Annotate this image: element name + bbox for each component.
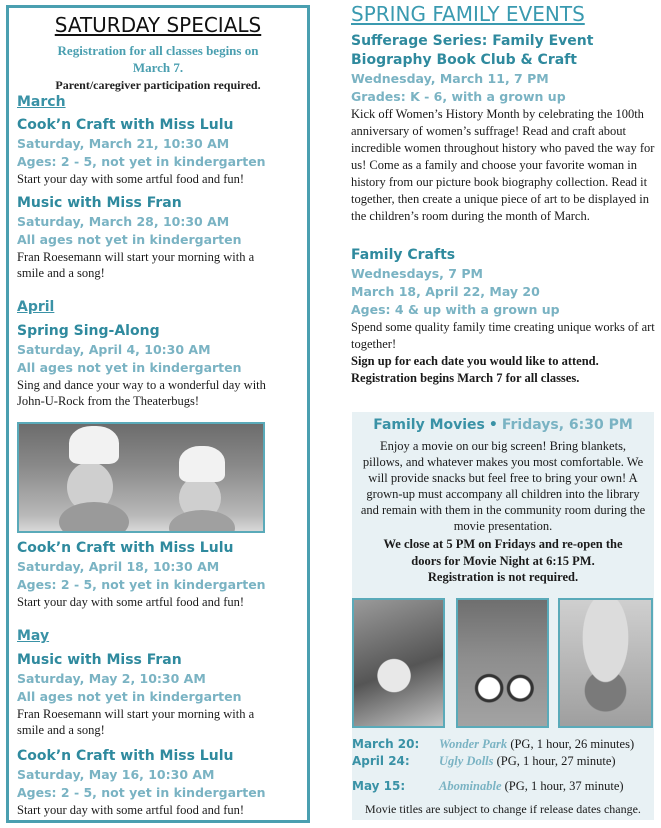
bullet-icon: •	[488, 417, 498, 433]
ugly-dolls-poster	[456, 598, 549, 728]
chef-hat	[69, 426, 119, 464]
event-description: Start your day with some artful food and fun!	[17, 595, 245, 609]
event-description: Kick off Women’s History Month by celebrating the 100th anniversary of women’s suffrage! Read and craft about incredible women throughout history who paved the way for us! Come as a family and choose your favorite woman in history from our picture book biography collection. Read it together, then create a unique piece of art to be displayed in the children’s room during the month of March.	[351, 107, 655, 223]
spring-family-events-title: SPRING FAMILY EVENTS	[351, 2, 585, 26]
event-date: Saturday, March 28, 10:30 AM	[17, 214, 230, 229]
movie-title: Wonder Park	[439, 737, 508, 751]
event-title: Cook’n Craft with Miss Lulu	[17, 748, 234, 764]
event-item	[351, 246, 657, 387]
event-item	[17, 322, 307, 409]
movie-info: (PG, 1 hour, 27 minute)	[493, 754, 616, 768]
chef-hat	[179, 446, 225, 482]
event-description: Fran Roesemann will start your morning with a smile and a song!	[17, 707, 255, 737]
event-ages: Ages: 2 - 5, not yet in kindergarten	[17, 785, 266, 800]
event-date: Saturday, April 18, 10:30 AM	[17, 559, 220, 574]
family-movies-hours-notice	[352, 536, 654, 586]
month-heading-may: May	[17, 628, 50, 644]
event-title: Cook’n Craft with Miss Lulu	[17, 540, 234, 556]
event-item	[17, 539, 307, 610]
event-description: Fran Roesemann will start your morning with a smile and a song!	[17, 250, 255, 280]
saturday-specials-title: SATURDAY SPECIALS	[54, 13, 262, 37]
movie-date: May 15:	[352, 779, 406, 793]
event-description: Sing and dance your way to a wonderful day with John-U-Rock from the Theaterbugs!	[17, 378, 266, 408]
event-ages: All ages not yet in kindergarten	[17, 232, 242, 247]
event-ages: Grades: K - 6, with a grown up	[351, 89, 566, 104]
participation-notice: Parent/caregiver participation required.	[55, 78, 261, 92]
event-title: Family Crafts	[351, 247, 456, 263]
event-date: Saturday, May 2, 10:30 AM	[17, 671, 206, 686]
movie-info: (PG, 1 hour, 26 minutes)	[507, 737, 635, 751]
registration-note: Registration begins March 7 for all classes.	[351, 371, 580, 385]
signup-note: Sign up for each date you would like to attend.	[351, 354, 599, 368]
child-body	[169, 510, 235, 533]
family-movies-heading	[352, 417, 654, 433]
event-title: Music with Miss Fran	[17, 652, 182, 668]
event-title: Spring Sing-Along	[17, 323, 160, 339]
event-description: Start your day with some artful food and fun!	[17, 803, 245, 817]
event-date: Wednesday, March 11, 7 PM	[351, 71, 549, 86]
family-movies-title: Family Movies	[373, 417, 485, 433]
event-date: Saturday, April 4, 10:30 AM	[17, 342, 211, 357]
event-item	[17, 116, 307, 187]
hours-line-2: doors for Movie Night at 6:15 PM.	[411, 553, 595, 568]
event-date: Saturday, May 16, 10:30 AM	[17, 767, 215, 782]
event-date: Wednesdays, 7 PM	[351, 266, 483, 281]
kids-cooking-photo	[17, 422, 265, 533]
hours-line-1: We close at 5 PM on Fridays and re-open the	[383, 537, 623, 551]
movie-info: (PG, 1 hour, 37 minute)	[501, 779, 624, 793]
month-heading-april: April	[17, 299, 55, 315]
month-heading-march: March	[17, 94, 66, 110]
event-description: Spend some quality family time creating unique works of art together!	[351, 320, 655, 351]
movie-date: April 24:	[352, 754, 410, 768]
event-item	[17, 747, 307, 818]
movie-title: Abominable	[439, 779, 502, 793]
event-date: Saturday, March 21, 10:30 AM	[17, 136, 230, 151]
wonder-park-poster	[352, 598, 445, 728]
event-item	[17, 651, 307, 738]
family-movies-box	[352, 412, 654, 820]
event-item	[17, 194, 307, 281]
event-ages: All ages not yet in kindergarten	[17, 360, 242, 375]
family-movies-time: Fridays, 6:30 PM	[501, 417, 633, 433]
event-title: Sufferage Series: Family Event	[351, 33, 594, 49]
event-dates-list: March 18, April 22, May 20	[351, 284, 540, 299]
saturday-specials-panel	[6, 5, 310, 823]
event-item	[351, 32, 657, 225]
event-title: Cook’n Craft with Miss Lulu	[17, 117, 234, 133]
event-title: Music with Miss Fran	[17, 195, 182, 211]
event-ages: All ages not yet in kindergarten	[17, 689, 242, 704]
abominable-poster	[558, 598, 653, 728]
event-ages: Ages: 4 & up with a grown up	[351, 302, 560, 317]
movie-date: March 20:	[352, 737, 420, 751]
event-ages: Ages: 2 - 5, not yet in kindergarten	[17, 154, 266, 169]
registration-notice: Registration for all classes begins on March 7.	[57, 43, 259, 75]
movie-title: Ugly Dolls	[439, 754, 494, 768]
event-description: Start your day with some artful food and fun!	[17, 172, 245, 186]
movie-change-note: Movie titles are subject to change if release dates change.	[365, 802, 641, 816]
family-movies-description: Enjoy a movie on our big screen! Bring blankets, pillows, and whatever makes you most comfortable. We will provide snacks but feel free to bring your own! A grown-up must accompany all children into the library and remain with them in the community room during the movie presentation.	[360, 439, 646, 533]
event-ages: Ages: 2 - 5, not yet in kindergarten	[17, 577, 266, 592]
event-title-line2: Biography Book Club & Craft	[351, 52, 577, 68]
child-body	[59, 502, 129, 533]
hours-line-3: Registration is not required.	[427, 570, 579, 584]
